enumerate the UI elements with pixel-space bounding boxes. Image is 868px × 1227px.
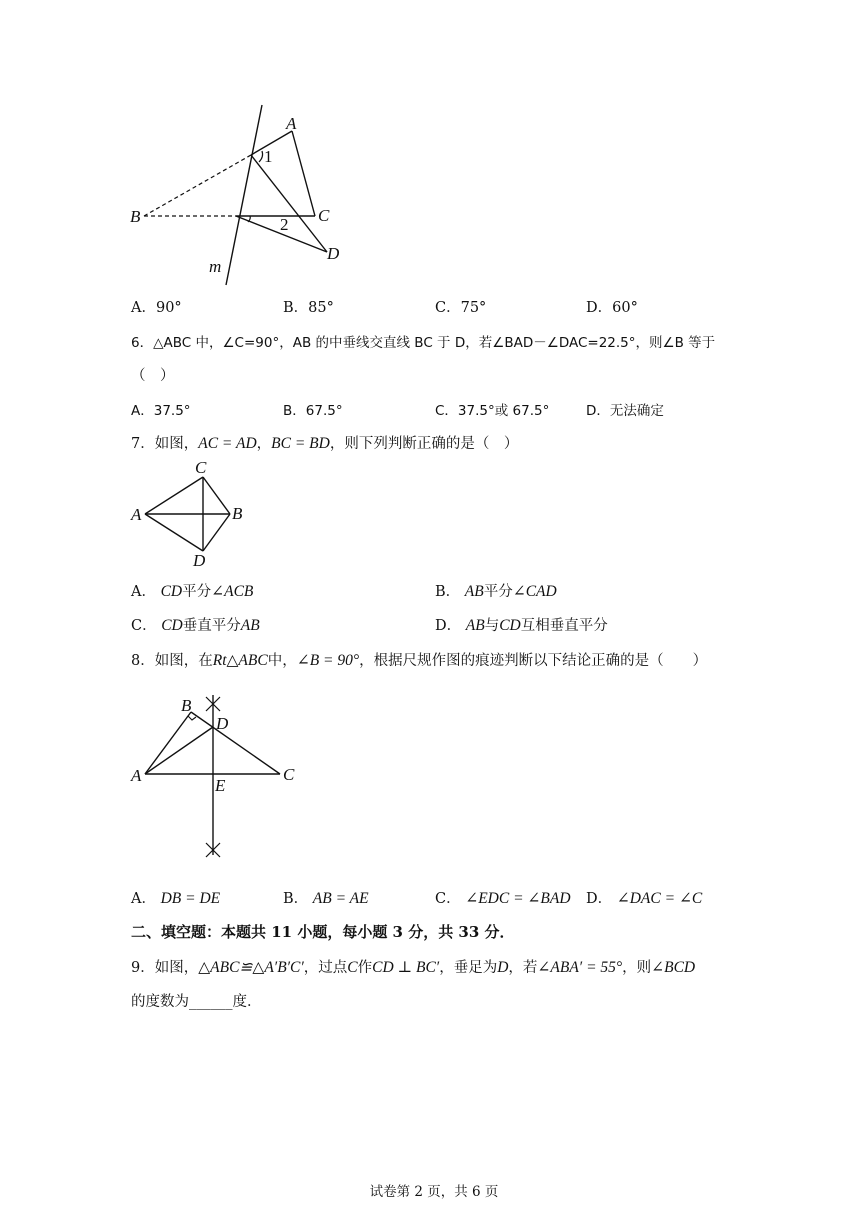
label-B: B: [181, 696, 192, 715]
q8-option-a-math: DB = DE: [160, 890, 221, 907]
label-E: E: [215, 776, 226, 795]
line-m: [226, 105, 262, 285]
q7-diagram: [125, 455, 265, 575]
segment-DA: [145, 514, 203, 551]
q8-option-a-letter: A．: [131, 891, 156, 907]
q7-option-a-math: CD: [160, 583, 183, 600]
q8-option-b[interactable]: [283, 887, 369, 908]
q7-sep: ，: [256, 436, 272, 452]
q7-option-c-math: CD: [161, 617, 183, 634]
q9-p2: ，过点: [303, 960, 348, 976]
segment-AC: [145, 477, 203, 514]
label-C: C: [195, 458, 207, 477]
q7-option-b-text: 平分: [483, 584, 513, 600]
q5-option-a[interactable]: A．90°: [131, 300, 182, 316]
label-D: D: [327, 244, 340, 263]
q6-option-d[interactable]: D．无法确定: [586, 403, 664, 419]
q8-option-d[interactable]: [586, 887, 702, 908]
q9-p4: ，垂足为: [439, 960, 498, 976]
q8-option-d-math: ∠DAC = ∠C: [616, 890, 703, 907]
q7-option-b[interactable]: [435, 580, 557, 601]
q7-cond1: AC = AD: [198, 435, 257, 452]
q8-option-a[interactable]: [131, 887, 220, 908]
q7-option-a[interactable]: [131, 580, 253, 601]
q6-stem-line1: 6．△ABC 中，∠C=90°，AB 的中垂线交直线 BC 于 D，若∠BAD－∠DAC=22.5°，则∠B 等于: [131, 335, 716, 351]
q9-congruence: △ABC≌△A′B′C′: [198, 959, 304, 976]
q8-cond: ∠B = 90°: [296, 652, 360, 669]
q6-option-a[interactable]: A．37.5°: [131, 403, 191, 419]
q7-option-d-letter: D．: [435, 618, 462, 634]
dashed-BE: [144, 155, 251, 216]
q7-option-c-text: 垂直平分: [182, 618, 241, 634]
q7-option-d[interactable]: [435, 614, 608, 635]
q8-figure: [125, 690, 315, 865]
label-B: B: [232, 504, 243, 523]
q9-stem-line2: 的度数为______度．: [131, 994, 262, 1010]
q6-option-c[interactable]: C．37.5°或 67.5°: [435, 403, 550, 419]
label-D: D: [216, 714, 229, 733]
label-B: B: [130, 207, 141, 226]
q7-option-c[interactable]: [131, 614, 260, 635]
q9-stem-line1: [131, 956, 695, 977]
q7-suffix: ，则下列判断正确的是（ ）: [329, 436, 519, 452]
q5-diagram: [120, 100, 360, 290]
q6-option-b[interactable]: B．67.5°: [283, 403, 343, 419]
q8-mid: 中，: [267, 653, 297, 669]
q7-option-d-text2: 互相垂直平分: [520, 618, 608, 634]
q8-stem: [131, 649, 707, 670]
q7-option-c-math2: AB: [240, 617, 260, 634]
segment-AC: [292, 131, 315, 216]
label-angle-2: 2: [280, 215, 289, 234]
angle-1-arc: [259, 151, 263, 162]
label-C: C: [283, 765, 295, 784]
q5-option-c[interactable]: C．75°: [435, 300, 487, 316]
label-A: A: [131, 505, 142, 524]
q7-prefix: 7．如图，: [131, 436, 199, 452]
q7-option-b-math: AB: [464, 583, 484, 600]
segment-CB: [203, 477, 230, 514]
q6-stem-line2: （ ）: [131, 368, 175, 384]
q7-figure: [125, 455, 265, 575]
q8-option-c-letter: C．: [435, 891, 461, 907]
label-A: A: [286, 114, 297, 133]
q7-option-d-math: AB: [465, 617, 485, 634]
q5-option-d[interactable]: D．60°: [586, 300, 638, 316]
q8-rt: Rt△ABC: [212, 652, 268, 669]
q8-option-b-math: AB = AE: [312, 890, 369, 907]
q7-cond2: BC = BD: [271, 435, 330, 452]
q8-option-b-letter: B．: [283, 891, 309, 907]
q9-p6: ，则: [622, 960, 652, 976]
q8-suffix: ，根据尺规作图的痕迹判断以下结论正确的是（ ）: [359, 653, 708, 669]
q8-diagram: [125, 690, 315, 865]
q8-option-c[interactable]: [435, 887, 571, 908]
q7-stem: [131, 432, 518, 453]
q7-option-a-math2: ∠ACB: [211, 583, 254, 600]
q5-option-b[interactable]: B．85°: [283, 300, 334, 316]
q9-point-c: C: [347, 959, 358, 976]
q7-option-a-text: 平分: [182, 584, 212, 600]
segment-BD: [203, 514, 230, 551]
section-2-heading: 二、填空题：本题共 11 小题，每小题 3 分，共 33 分．: [131, 923, 515, 941]
label-D: D: [193, 551, 206, 570]
q9-target-angle: ∠BCD: [651, 959, 696, 976]
q9-point-d: D: [497, 959, 509, 976]
q9-angle: ∠ABA′ = 55°: [537, 959, 623, 976]
q8-option-d-letter: D．: [586, 891, 613, 907]
q8-option-c-math: ∠EDC = ∠BAD: [465, 890, 571, 907]
q7-option-b-letter: B．: [435, 584, 461, 600]
q7-option-d-text: 与: [484, 618, 500, 634]
label-C: C: [318, 206, 330, 225]
segment-AB: [145, 712, 191, 774]
q9-prefix: 9．如图，: [131, 960, 199, 976]
label-m: m: [209, 257, 222, 276]
label-angle-1: 1: [264, 147, 273, 166]
q7-option-a-letter: A．: [131, 584, 156, 600]
q8-prefix: 8．如图，在: [131, 653, 213, 669]
page-footer: 试卷第 2 页，共 6 页: [369, 1184, 499, 1200]
q7-option-b-math2: ∠CAD: [512, 583, 557, 600]
q9-p5: ，若: [508, 960, 538, 976]
label-A: A: [131, 766, 142, 785]
segment-BC: [191, 712, 280, 774]
q5-figure: [120, 100, 360, 290]
q7-option-c-letter: C．: [131, 618, 157, 634]
q9-perpendicular: CD ⊥ BC′: [372, 959, 440, 976]
right-angle-mark: [188, 716, 196, 720]
segment-AD: [145, 727, 213, 774]
q9-p3: 作: [357, 960, 373, 976]
q7-option-d-math2: CD: [499, 617, 521, 634]
